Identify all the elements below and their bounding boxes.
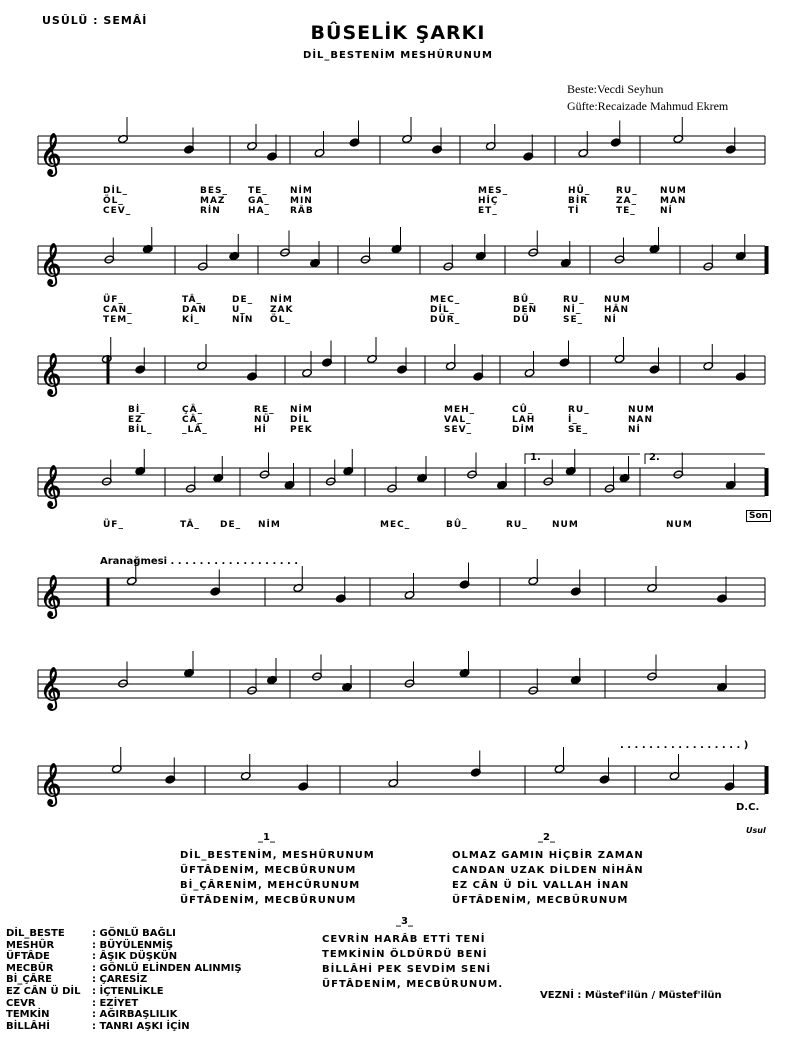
lyric-syllable: DE_ bbox=[220, 520, 242, 530]
glossary-entry: EZ CÂN Ü DİL : İÇTENLİKLE bbox=[6, 985, 164, 997]
lyric-syllable: MEH_ VAL_ SEV_ bbox=[444, 405, 476, 435]
repeat-dots: . . . . . . . . . . . . . . . . . ) bbox=[620, 740, 749, 751]
usul-label: USÛLÜ : SEMÂİ bbox=[42, 14, 148, 27]
lyric-syllable: RU_ ZA_ TE_ bbox=[616, 186, 638, 216]
lyric-syllable: DE_ U_ NİN bbox=[232, 295, 254, 325]
lyric-syllable: NUM bbox=[552, 520, 579, 530]
meter-label: VEZNİ : Müstef'ilün / Müstef'ilün bbox=[540, 990, 722, 1001]
treble-clef-icon: 𝄞 bbox=[40, 764, 62, 805]
lyric-syllable: ÇÂ_ CÂ_ _LÂ_ bbox=[182, 405, 208, 435]
treble-clef-icon: 𝄞 bbox=[40, 668, 62, 709]
lyric-syllable: HÛ_ BİR Tİ bbox=[568, 186, 591, 216]
treble-clef-icon: 𝄞 bbox=[40, 466, 62, 507]
first-ending-label: 1. bbox=[530, 452, 541, 463]
lyric-syllable: RU_ bbox=[506, 520, 528, 530]
treble-clef-icon: 𝄞 bbox=[40, 134, 62, 175]
glossary-entry: MESHÛR : BÜYÜLENMİŞ bbox=[6, 939, 174, 951]
lyric-syllable: NUM MAN Nİ bbox=[660, 186, 687, 216]
lyric-syllable: NİM MIN RÂB bbox=[290, 186, 314, 216]
lyric-syllable: ÜF_ bbox=[103, 520, 124, 530]
lyric-syllable: TÂ_ DAN Kİ_ bbox=[182, 295, 207, 325]
lyric-syllable: RU_ İ_ SE_ bbox=[568, 405, 590, 435]
lyric-syllable: NUM bbox=[666, 520, 693, 530]
glossary-entry: MECBÛR : GÖNLÜ ELİNDEN ALINMIŞ bbox=[6, 962, 242, 974]
lyric-syllable: CÛ_ LAH DİM bbox=[512, 405, 536, 435]
verse-number: _2_ bbox=[538, 832, 555, 843]
verse-2: OLMAZ GAMIN HİÇBİR ZAMAN CANDAN UZAK DİLDEN NİHÂN EZ CÂN Ü DİL VALLAH İNAN ÜFTÂDENİM, MECBÛRUNUM bbox=[452, 850, 644, 906]
verse-number: _3_ bbox=[396, 916, 413, 927]
song-subtitle: DİL_BESTENİM MESHÛRUNUM bbox=[303, 50, 493, 61]
lyric-syllable: BÛ_ DEN DÜ bbox=[513, 295, 538, 325]
glossary-entry: Bİ_ÇÂRE : ÇARESİZ bbox=[6, 974, 148, 986]
lyricist-credit: Güfte:Recaizade Mahmud Ekrem bbox=[567, 99, 729, 113]
lyric-syllable: NİM ZAK ÖL_ bbox=[270, 295, 294, 325]
lyric-syllable: NUM HÂN Nİ bbox=[604, 295, 631, 325]
lyric-syllable: MES_ HİÇ ET_ bbox=[478, 186, 509, 216]
lyric-syllable: MEC_ bbox=[380, 520, 411, 530]
lyric-syllable: TÂ_ bbox=[180, 520, 200, 530]
interlude-dots: . . . . . . . . . . . . . . . . . . bbox=[170, 556, 299, 567]
glossary-entry: BİLLÂHİ : TANRI AŞKI İÇİN bbox=[6, 1020, 190, 1032]
lyric-syllable: MEC_ DİL_ DÜR_ bbox=[430, 295, 461, 325]
lyric-syllable: ÜF_ CAN_ TEM_ bbox=[103, 295, 133, 325]
glossary-entry: TEMKİN : AĞIRBAŞLILIK bbox=[6, 1009, 178, 1021]
interlude-label: Aranağmesi . . . . . . . . . . . . . . . . . . bbox=[100, 556, 299, 567]
treble-clef-icon: 𝄞 bbox=[40, 576, 62, 617]
lyric-syllable: RU_ Nİ_ SE_ bbox=[563, 295, 585, 325]
lyric-syllable: BÛ_ bbox=[446, 520, 468, 530]
glossary-entry: CEVR : EZİYET bbox=[6, 997, 139, 1009]
lyric-syllable: Bİ_ EZ BİL_ bbox=[128, 405, 153, 435]
song-title: BÛSELİK ŞARKI bbox=[310, 22, 486, 44]
glossary-entry: DİL_BESTE : GÖNLÜ BAĞLI bbox=[6, 928, 176, 939]
verse-number: _1_ bbox=[258, 832, 275, 843]
treble-clef-icon: 𝄞 bbox=[40, 244, 62, 285]
glossary bbox=[6, 928, 242, 1032]
lyric-syllable: RE_ NÜ Hİ bbox=[254, 405, 275, 435]
verse-1: DİL_BESTENİM, MESHÛRUNUM ÜFTÂDENİM, MECBÛRUNUM Bİ_ÇÂRENİM, MEHCÛRUNUM ÜFTÂDENİM, MECBÛRUNUM bbox=[180, 850, 375, 906]
second-ending-label: 2. bbox=[649, 452, 660, 463]
lyric-syllable: DİL_ ÖL_ CEV_ bbox=[103, 186, 132, 216]
verse-3: CEVRİN HARÂB ETTİ TENİ TEMKİNİN ÖLDÜRDÜ BENİ BİLLÂHİ PEK SEVDİM SENİ ÜFTÂDENİM, MECBÛRUNUM. bbox=[322, 934, 504, 990]
treble-clef-icon: 𝄞 bbox=[40, 354, 62, 395]
lyric-syllable: BES_ MAZ RİN bbox=[200, 186, 228, 216]
da-capo-mark: D.C. bbox=[736, 802, 760, 813]
end-mark: Son bbox=[746, 510, 771, 522]
lyric-syllable: NİM bbox=[258, 520, 281, 530]
lyric-syllable: NİM DİL PEK bbox=[290, 405, 313, 435]
composer-credit: Beste:Vecdi Seyhun bbox=[567, 82, 664, 96]
lyric-syllable: TE_ GA_ HA_ bbox=[248, 186, 270, 216]
lyric-syllable: NUM NAN Nİ bbox=[628, 405, 655, 435]
glossary-entry: ÜFTÂDE : ÂŞIK DÜŞKÜN bbox=[6, 951, 178, 963]
usul-mark: Usul bbox=[746, 826, 766, 835]
